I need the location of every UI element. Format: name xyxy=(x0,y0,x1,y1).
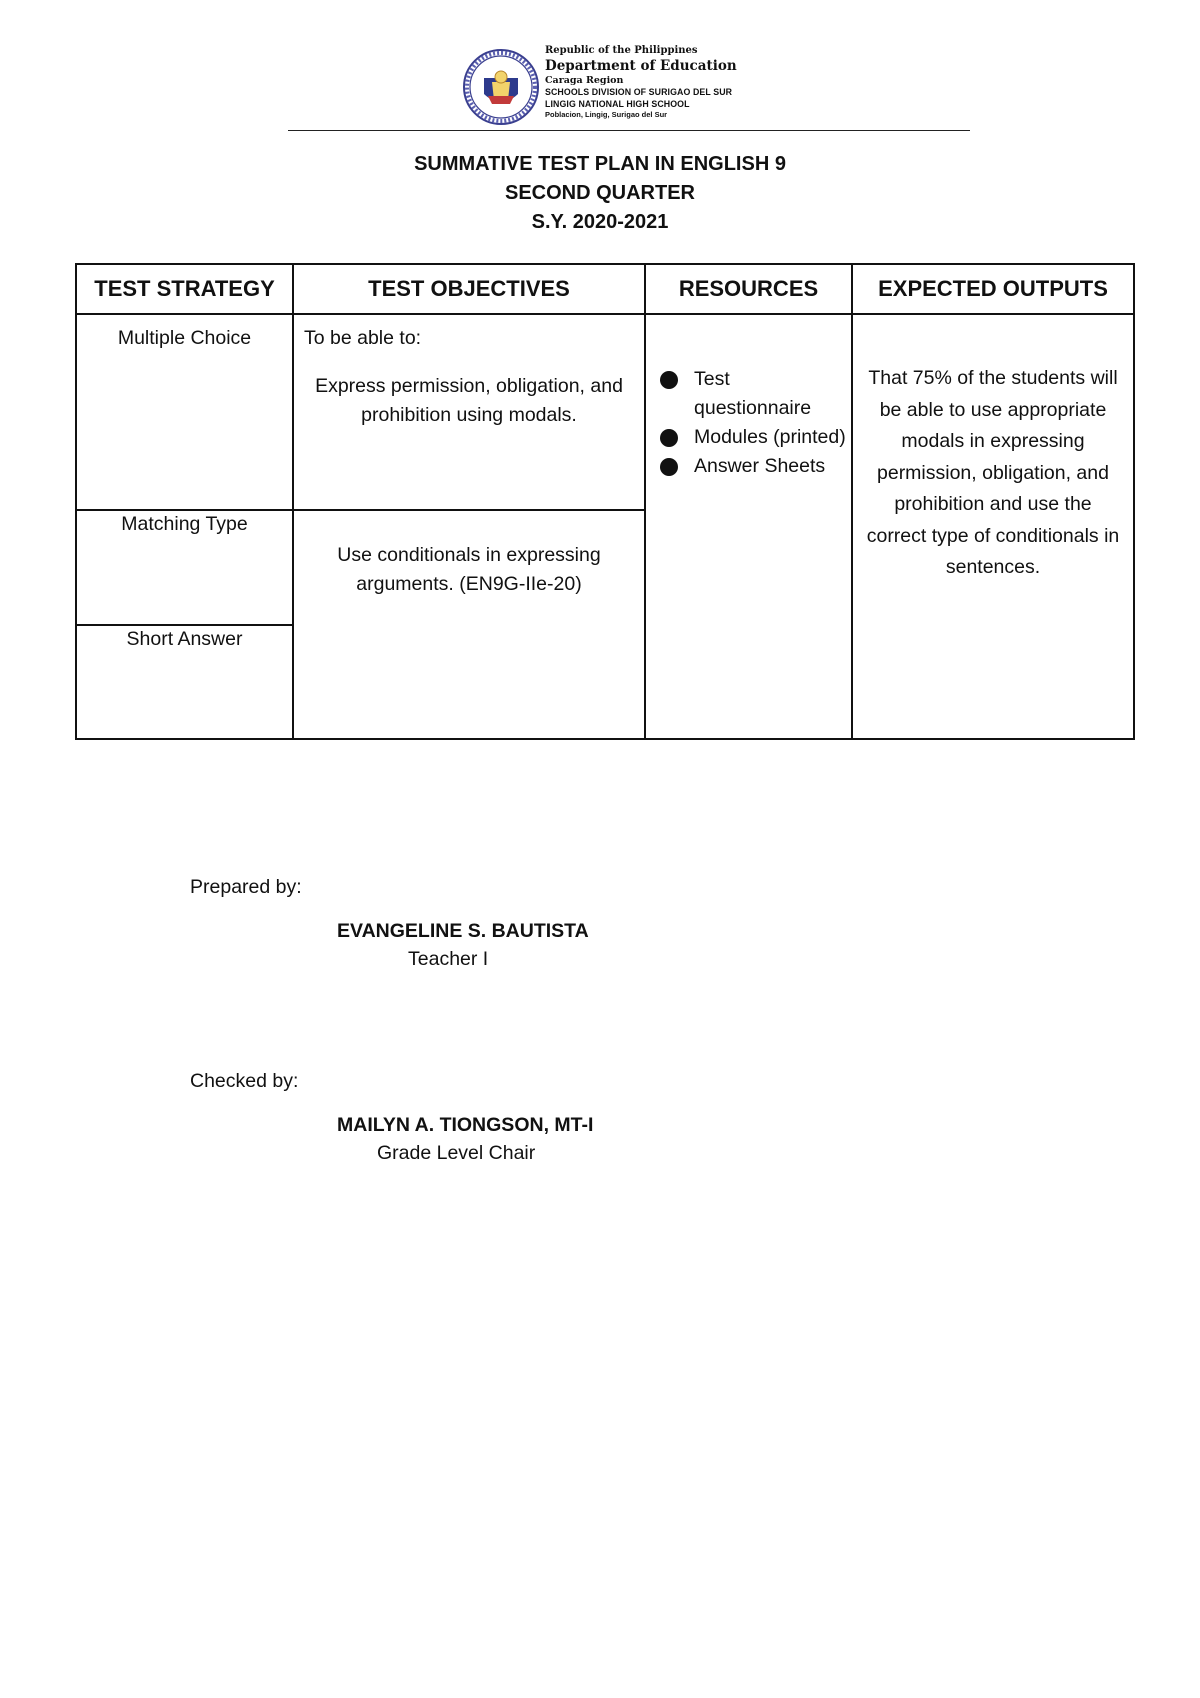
department-line: Department of Education xyxy=(545,58,737,74)
title-line-3: S.Y. 2020-2021 xyxy=(531,211,669,233)
header-test-objectives: TEST OBJECTIVES xyxy=(293,264,645,314)
checked-by-role: Grade Level Chair xyxy=(377,1142,536,1164)
table-header-row xyxy=(76,264,1134,314)
address-line: Poblacion, Lingig, Surigao del Sur xyxy=(545,110,668,119)
document-title xyxy=(0,150,1200,237)
strategy-matching-type: Matching Type xyxy=(76,510,293,625)
resource-modules: Modules (printed) xyxy=(694,426,846,448)
header-test-strategy: TEST STRATEGY xyxy=(76,264,293,314)
title-line-1: SUMMATIVE TEST PLAN IN ENGLISH 9 xyxy=(414,153,786,175)
republic-line: Republic of the Philippines xyxy=(545,45,698,56)
division-line: SCHOOLS DIVISION OF SURIGAO DEL SUR xyxy=(545,87,733,97)
bullet-icon xyxy=(660,371,678,389)
objective-cell-1 xyxy=(293,314,645,510)
resources-cell xyxy=(645,314,852,739)
letterhead xyxy=(0,40,1200,132)
list-item xyxy=(658,365,851,423)
title-line-2: SECOND QUARTER xyxy=(504,182,695,204)
table-row xyxy=(76,314,1134,510)
checked-by-label: Checked by: xyxy=(190,1070,299,1092)
header-resources: RESOURCES xyxy=(645,264,852,314)
bullet-icon xyxy=(660,429,678,447)
prepared-by-label: Prepared by: xyxy=(190,876,302,898)
resources-list xyxy=(646,365,851,481)
list-item xyxy=(658,452,851,481)
list-item xyxy=(658,423,851,452)
prepared-by-name: EVANGELINE S. BAUTISTA xyxy=(337,920,589,942)
prepared-by-role: Teacher I xyxy=(408,948,489,970)
objective-conditionals: Use conditionals in expressing arguments. (EN9G-IIe-20) xyxy=(337,544,601,595)
test-plan-table xyxy=(75,263,1135,740)
resource-answer-sheets: Answer Sheets xyxy=(694,455,826,477)
letterhead-text xyxy=(545,44,845,120)
bullet-icon xyxy=(660,458,678,476)
school-line: LINGIG NATIONAL HIGH SCHOOL xyxy=(545,98,690,109)
strategy-multiple-choice: Multiple Choice xyxy=(76,314,293,510)
letterhead-divider xyxy=(288,130,970,131)
deped-seal-icon xyxy=(462,48,540,126)
checked-by-name: MAILYN A. TIONGSON, MT-I xyxy=(337,1114,594,1136)
objective-cell-2 xyxy=(293,510,645,739)
region-line: Caraga Region xyxy=(545,75,624,86)
expected-output-cell: That 75% of the students will be able to use appropriate modals in expressing permission, obligation, and prohibition and use the correct type of conditionals in sentences. xyxy=(852,314,1134,739)
objectives-intro: To be able to: xyxy=(304,327,422,349)
resource-test-questionnaire: Test questionnaire xyxy=(694,368,812,419)
objective-modals: Express permission, obligation, and prohibition using modals. xyxy=(315,375,623,426)
header-expected-outputs: EXPECTED OUTPUTS xyxy=(852,264,1134,314)
strategy-short-answer: Short Answer xyxy=(76,625,293,739)
